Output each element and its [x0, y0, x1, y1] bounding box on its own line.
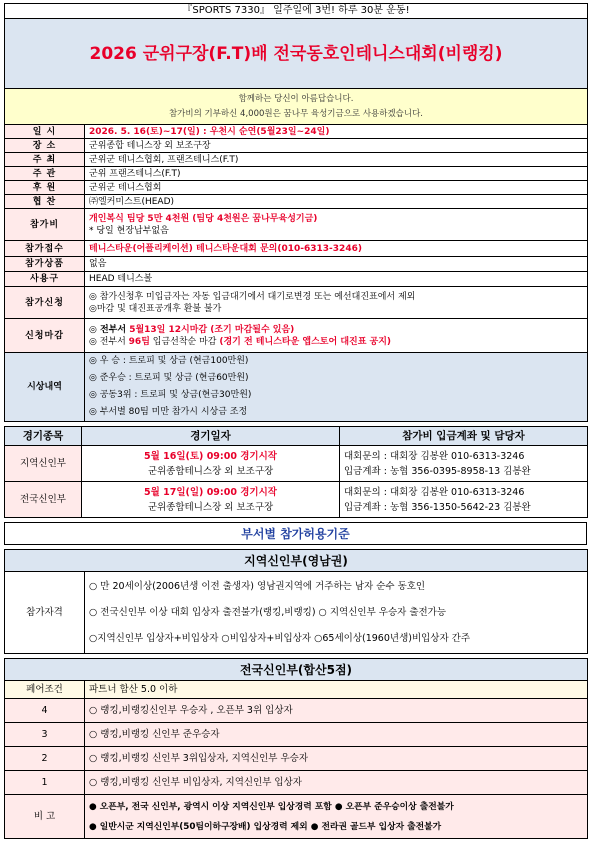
col-header-event: 경기종목 [5, 427, 82, 446]
award-line: ◎ 부서별 80팀 미만 참가시 시상금 조정 [89, 407, 248, 417]
event-venue-line: 군위종합테니스장 외 보조구장 [147, 501, 274, 513]
eligibility-line: ○ 전국신인부 이상 대회 입상자 출전불가(랭킹,비랭킹) ○ 지역신인부 우승자 출전가능 [89, 606, 447, 618]
fee-value [85, 209, 588, 241]
prize-goods-value: 없음 [85, 257, 588, 272]
fee-line: 개인복식 팀당 5만 4천원 (팀당 4천원은 꿈나무육성기금) [89, 213, 318, 224]
table-row [5, 723, 588, 747]
score-value: 3 [5, 723, 85, 747]
eligibility-line: ○지역신인부 입상자+비입상자 ○비입상자+비입상자 ○65세이상(1960년생)비입상자 간주 [89, 632, 471, 644]
eligibility-line: ○ 만 20세이상(2006년생 이전 출생자) 영남권지역에 거주하는 남자 순수 동호인 [89, 580, 426, 592]
deadline-line [89, 324, 583, 336]
donation-notice [5, 89, 588, 125]
note-line: ● 오픈부, 전국 신인부, 광역시 이상 지역신인부 입상경력 포함 ● 오픈부 준우승이상 출전불가 [89, 801, 454, 812]
apply-line: ◎마감 및 대진표공개후 환불 불가 [89, 303, 222, 314]
contact-line: 대회문의 : 대회장 김봉완 010-6313-3246 [344, 486, 525, 498]
table-row [5, 747, 588, 771]
host-value: 군위군 테니스협회, 프랜즈테니스(F.T) [85, 153, 588, 167]
fee-label: 참가비 [5, 209, 85, 241]
award-label: 시상내역 [5, 353, 85, 422]
notice-line: 함께하는 당신이 아름답습니다. [238, 93, 354, 104]
national-table [4, 658, 588, 839]
score-value: 4 [5, 699, 85, 723]
apply-label: 참가신청 [5, 287, 85, 319]
slogan: 『SPORTS 7330』 일주일에 3번! 하루 30분 운동! [5, 4, 588, 19]
event-contact [340, 446, 588, 482]
event-name: 지역신인부 [5, 446, 82, 482]
event-date-line: 5월 16일(토) 09:00 경기시작 [144, 450, 277, 462]
ball-value: HEAD 테니스볼 [85, 272, 588, 287]
event-contact [340, 482, 588, 518]
deadline-bracket-note: (경기 전 테니스타운 앱스토어 대진표 공지) [219, 336, 392, 347]
col-header-date: 경기일자 [82, 427, 340, 446]
deadline-prefix: ◎ 전부서 [89, 324, 130, 335]
apply-value [85, 287, 588, 319]
col-header-contact: 참가비 입금계좌 및 담당자 [340, 427, 588, 446]
deadline-value [85, 319, 588, 353]
regional-heading: 지역신인부(영남권) [5, 550, 588, 572]
deadline-mid: 입금선착순 마감 [149, 336, 220, 347]
header-table [4, 3, 588, 422]
eligibility-label: 참가자격 [5, 572, 85, 654]
ball-label: 사용구 [5, 272, 85, 287]
score-desc: ○ 랭킹,비랭킹 신인부 3위입상자, 지역신인부 우승자 [85, 747, 588, 771]
award-line: ◎ 공동3위 : 트로피 및 상금(현금30만원) [89, 390, 252, 400]
sponsor-label: 후 원 [5, 181, 85, 195]
pair-label: 페어조건 [5, 681, 85, 699]
national-heading: 전국신인부(합산5점) [5, 659, 588, 681]
account-line: 입금계좌 : 농협 356-1350-5642-23 김봉완 [344, 501, 531, 513]
event-date [82, 482, 340, 518]
regional-table [4, 549, 588, 654]
sponsor-value: 군위군 테니스협회 [85, 181, 588, 195]
pair-value: 파트너 합산 5.0 이하 [85, 681, 588, 699]
apply-line: ◎ 참가신청후 미입금자는 자동 입금대기에서 대기로변경 또는 예선대진표에서 제외 [89, 291, 416, 302]
host-label: 주 최 [5, 153, 85, 167]
page-title: 2026 군위구장(F.T)배 전국동호인테니스대회(비랭킹) [5, 19, 588, 89]
deadline-teams: 96팀 [128, 336, 150, 347]
table-row [5, 771, 588, 795]
organizer-value: 군위 프랜즈테니스(F.T) [85, 167, 588, 181]
award-line: ◎ 준우승 : 트로피 및 상금 (현금60만원) [89, 373, 249, 383]
deadline-prefix: ◎ 전부서 [89, 336, 129, 347]
score-desc: ○ 랭킹,비랭킹신인부 우승자 , 오픈부 3위 입상자 [85, 699, 588, 723]
support-value: ㈜엘커미스트(HEAD) [85, 195, 588, 209]
table-row [5, 482, 588, 518]
account-line: 입금계좌 : 농협 356-0395-8958-13 김봉완 [344, 465, 531, 477]
event-date-line: 5월 17일(일) 09:00 경기시작 [144, 486, 277, 498]
note-label: 비 고 [5, 795, 85, 839]
criteria-banner-table [4, 522, 587, 545]
deadline-date: 5월13일 12시마감 (조기 마감될수 있음) [129, 324, 295, 335]
note-value [85, 795, 588, 839]
table-row [5, 446, 588, 482]
award-value [85, 353, 588, 422]
venue-label: 장 소 [5, 139, 85, 153]
award-line: ◎ 우 승 : 트로피 및 상금 (현금100만원) [89, 356, 249, 366]
date-label: 일 시 [5, 125, 85, 139]
registration-label: 참가접수 [5, 241, 85, 257]
organizer-label: 주 관 [5, 167, 85, 181]
score-value: 1 [5, 771, 85, 795]
table-row [5, 699, 588, 723]
venue-value: 군위종합 테니스장 외 보조구장 [85, 139, 588, 153]
date-value: 2026. 5. 16(토)~17(일) : 우천시 순연(5월23일~24일) [85, 125, 588, 139]
registration-value: 테니스타운(어플리케이션) 테니스타운대회 문의(010-6313-3246) [85, 241, 588, 257]
score-desc: ○ 랭킹,비랭킹 신인부 준우승자 [85, 723, 588, 747]
score-desc: ○ 랭킹,비랭킹 신인부 비입상자, 지역신인부 입상자 [85, 771, 588, 795]
note-line: ● 일반시군 지역신인부(50팀이하구장배) 입상경력 제외 ● 전라권 골드부 입상자 출전불가 [89, 821, 442, 832]
deadline-label: 신청마감 [5, 319, 85, 353]
eligibility-value [85, 572, 588, 654]
event-venue-line: 군위종합테니스장 외 보조구장 [147, 465, 274, 477]
support-label: 협 찬 [5, 195, 85, 209]
contact-line: 대회문의 : 대회장 김봉완 010-6313-3246 [344, 450, 525, 462]
prize-goods-label: 참가상품 [5, 257, 85, 272]
fee-note: * 당일 현장납부없음 [89, 225, 169, 236]
notice-line: 참가비의 기부하신 4,000원은 꿈나무 육성기금으로 사용하겠습니다. [168, 108, 424, 119]
event-name: 전국신인부 [5, 482, 82, 518]
deadline-line [89, 336, 583, 348]
criteria-banner: 부서별 참가허용기준 [5, 523, 587, 545]
schedule-table [4, 426, 588, 518]
event-date [82, 446, 340, 482]
score-value: 2 [5, 747, 85, 771]
